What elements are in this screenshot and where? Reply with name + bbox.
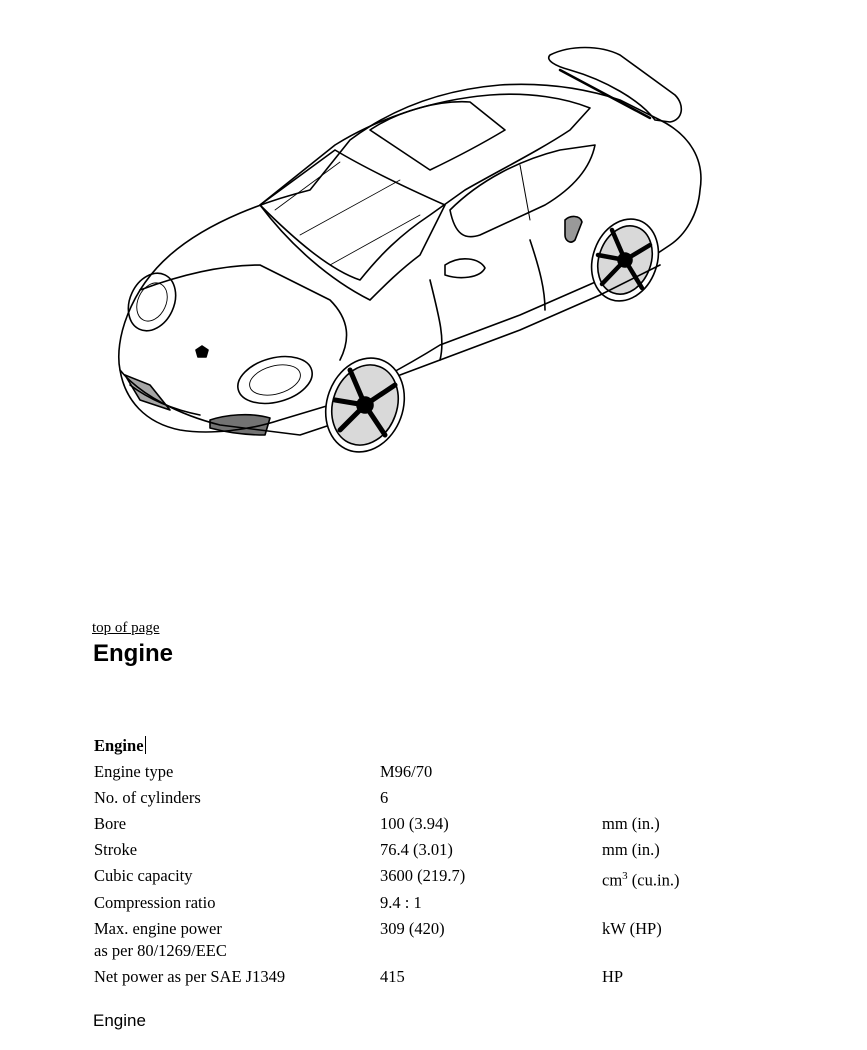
row-label: Max. engine power as per 80/1269/EEC <box>94 918 227 960</box>
table-header-row <box>92 735 744 761</box>
row-unit <box>600 892 744 918</box>
row-label: Engine type <box>94 762 174 781</box>
engine-spec-table <box>92 735 744 992</box>
car-illustration <box>100 40 720 470</box>
row-unit <box>600 761 744 787</box>
row-unit: HP <box>602 966 624 986</box>
table-row <box>92 892 744 918</box>
table-heading[interactable]: Engine <box>94 736 144 755</box>
row-value: 6 <box>380 788 389 807</box>
row-value: M96/70 <box>380 762 433 781</box>
table-row <box>92 966 744 992</box>
top-of-page-link[interactable]: top of page <box>92 620 160 636</box>
row-value: 76.4 (3.01) <box>380 840 453 859</box>
row-unit: $cm^3$ (cu.in.) <box>602 870 680 890</box>
table-row <box>92 761 744 787</box>
row-label: Cubic capacity <box>94 866 193 885</box>
row-value: 9.4 : 1 <box>380 892 422 912</box>
row-label: Compression ratio <box>94 892 216 912</box>
row-value: 415 <box>380 966 405 986</box>
row-unit: mm (in.) <box>602 840 660 859</box>
row-value: 100 (3.94) <box>380 814 449 833</box>
row-unit: mm (in.) <box>602 814 660 833</box>
table-row <box>92 787 744 813</box>
table-row <box>92 918 744 966</box>
text-cursor <box>145 736 146 754</box>
table-row <box>92 813 744 839</box>
table-row <box>92 865 744 892</box>
table-row <box>92 839 744 865</box>
row-unit: kW (HP) <box>602 918 662 938</box>
footer-section-label: Engine <box>93 1011 146 1030</box>
row-label: No. of cylinders <box>94 788 201 807</box>
section-title: Engine <box>93 640 174 667</box>
row-value: 309 (420) <box>380 918 445 938</box>
row-label: Net power as per SAE J1349 <box>94 966 286 986</box>
row-value: 3600 (219.7) <box>380 866 466 885</box>
row-label: Stroke <box>94 840 138 859</box>
row-unit <box>600 787 744 813</box>
row-label: Bore <box>94 814 127 833</box>
